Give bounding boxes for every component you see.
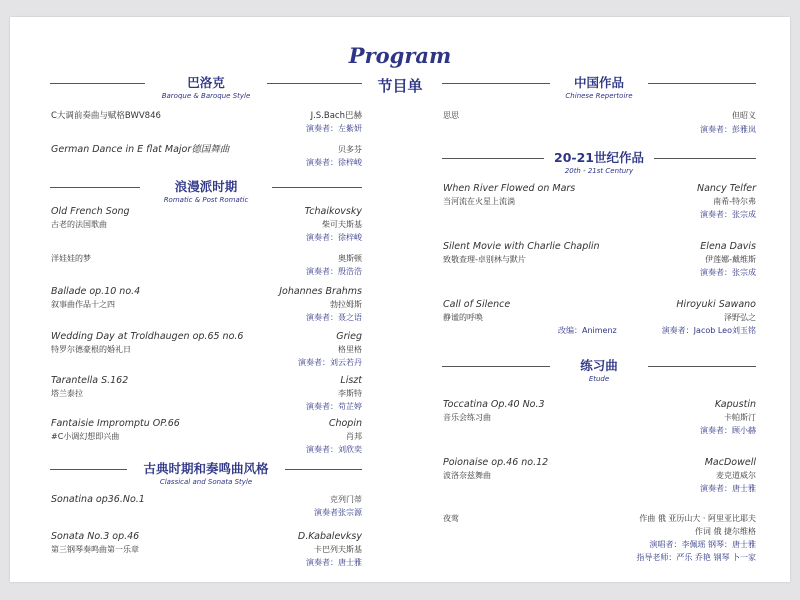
program-item-sawano: Call of Silence 静谧的呼唤 Hiroyuki Sawano 泽野弘之 改编：Animenz 演奏者：Jacob Leo刘玉铭 [443, 299, 756, 335]
program-item-kapustin: Toccatina Op.40 No.3 音乐会练习曲 Kapustin 卡帕斯汀 演奏者：顾小赫 [443, 399, 756, 435]
program-item-tchaikovsky: Old French Song 古老的法国歌曲 Tchaikovsky 柴可夫斯基 演奏者：徐梓峻 [51, 206, 362, 242]
section-romantic: 浪漫派时期 Romatic & Post Romatic [50, 179, 362, 209]
section-etude: 练习曲 Etude [442, 358, 756, 388]
program-item-clementi: Sonatina op36.No.1 克列门蒂 演奏者张宗源 [51, 494, 362, 517]
program-item-grieg: Wedding Day at Troldhaugen op.65 no.6 特罗尔德豪根的婚礼日 Grieg 格里格 演奏者：刘云若丹 [51, 331, 362, 367]
program-item-chopin: Fantaisie Impromptu OP.66 #C小调幻想即兴曲 Chopin 肖邦 演奏者：刘欣奕 [51, 418, 362, 454]
program-item-nightingale: 夜莺 作曲 俄 亚历山大 · 阿里亚比耶夫 作词 俄 捷尔维格 演唱者：李佩瑶 钢琴：唐士雅 指导老师：严乐 乔艳 钢琴 卜一家 [443, 514, 756, 562]
program-item-doll: 洋娃娃的梦 奥斯顿 演奏者：殷浩浩 [51, 254, 362, 276]
section-classical: 古典时期和奏鸣曲风格 Classical and Sonata Style [50, 461, 362, 491]
program-item-beethoven: German Dance in E flat Major德国舞曲 贝多芬 演奏者：徐梓峻 [51, 144, 362, 167]
program-item-sisi: 思思 但昭义 演奏者：彭雅岚 [443, 111, 756, 134]
section-20-21-century: 20-21世纪作品 20th - 21st Century [442, 150, 756, 180]
section-baroque: 巴洛克 Baroque & Baroque Style [50, 75, 362, 105]
program-item-liszt: Tarantella S.162 塔兰泰拉 Liszt 李斯特 演奏者：苟芷婷 [51, 375, 362, 411]
program-item-telfer: When River Flowed on Mars 当河流在火星上流淌 Nancy Telfer 南希-特尔弗 演奏者：张宗成 [443, 183, 756, 219]
program-item-kabalevsky: Sonata No.3 op.46 第三钢琴奏鸣曲第一乐章 D.Kabalevksy 卡巴列夫斯基 演奏者：唐士雅 [51, 531, 362, 567]
program-title-en: Program [348, 43, 452, 68]
section-chinese: 中国作品 Chinese Repertoire [442, 75, 756, 105]
program-item-bach: C大调前奏曲与赋格BWV846 J.S.Bach巴赫 演奏者：左紫妍 [51, 111, 362, 133]
program-title-zh: 节目单 [377, 77, 423, 95]
program-page [10, 17, 790, 582]
program-item-davis: Silent Movie with Charlie Chaplin 致敬查理-卓别林与默片 Elena Davis 伊莲娜-戴维斯 演奏者：张宗成 [443, 241, 756, 277]
program-item-brahms: Ballade op.10 no.4 叙事曲作品十之四 Johannes Brahms 勃拉姆斯 演奏者：聂之语 [51, 286, 362, 322]
program-item-macdowell: Poionaise op.46 no.12 波洛奈兹舞曲 MacDowell 麦克道威尔 演奏者：唐士雅 [443, 457, 756, 493]
